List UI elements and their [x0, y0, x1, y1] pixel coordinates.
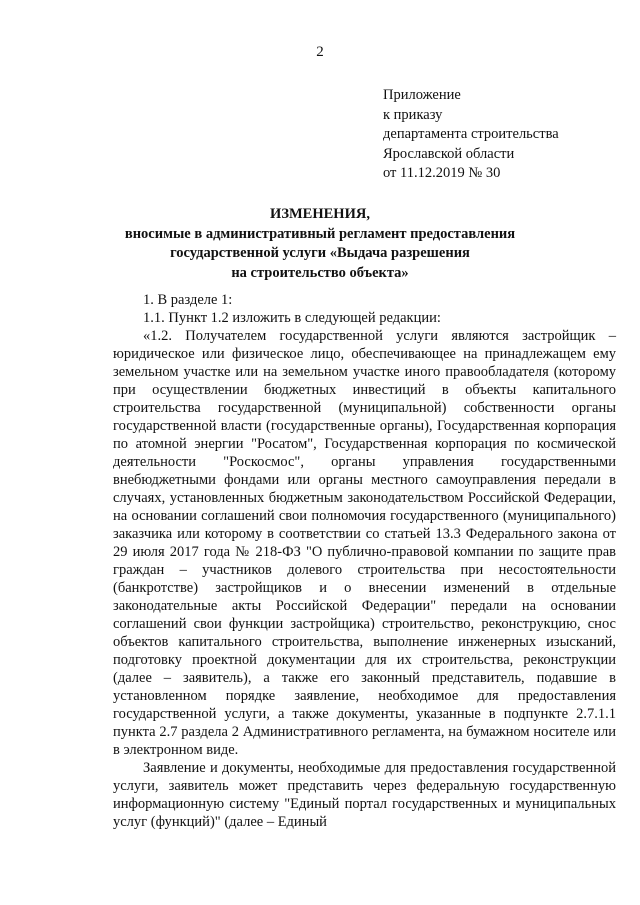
document-body: [113, 291, 616, 831]
paragraph: 1.1. Пункт 1.2 изложить в следующей редакции:: [143, 310, 441, 326]
appendix-line: департамента строительства: [383, 126, 559, 142]
appendix-line: к приказу: [383, 106, 443, 123]
appendix-line: Приложение: [383, 87, 461, 103]
document-title: [0, 205, 640, 283]
page-number: 2: [316, 44, 324, 60]
title-line: ИЗМЕНЕНИЯ,: [270, 206, 370, 222]
appendix-block: [383, 86, 559, 184]
title-line: вносимые в административный регламент предоставления: [124, 225, 516, 242]
title-line: на строительство объекта»: [231, 264, 409, 281]
paragraph: Заявление и документы, необходимые для предоставления государственной услуги, заявитель может представить через федеральную государственную информационную систему "Единый портал государственных и муниципальных услуг (функций)" (далее – Единый: [113, 760, 616, 830]
appendix-line: от 11.12.2019 № 30: [383, 165, 501, 181]
title-line: государственной услуги «Выдача разрешения: [170, 245, 470, 261]
paragraph: «1.2. Получателем государственной услуги являются застройщик – юридическое или физическое лицо, обеспечивающее на принадлежащем ему земельном участке или на земельном участке иного правообладателя (которому при осуществлении бюджетных инвестиций в объекты капитального строительства государственной (муниципальной) собственности органы государственной власти (государственные органы), Государственная корпорация по атомной энергии "Росатом", Государственная корпорация по космической деятельности "Роскосмос", органы управления государственными внебюджетными фондами или органы местного самоуправления передали в случаях, установленных бюджетным законодательством Российской Федерации, на основании соглашений свои полномочия государственного (муниципального) заказчика или которому в соответствии со статьей 13.3 Федерального закона от 29 июля 2017 года № 218-ФЗ "О публично-правовой компании по защите прав граждан – участников долевого строительства при несостоятельности (банкротстве) застройщиков и о внесении изменений в отдельные законодательные акты Российской Федерации" передали на основании соглашений свои функции застройщика) строительство, реконструкцию, снос объектов капитального строительства, выполнение инженерных изысканий, подготовку проектной документации для их строительства, реконструкции (далее – заявитель), а также его законный представитель, подавшие в установленном порядке заявление, необходимое для предоставления государственной услуги, а также документы, указанные в подпункте 2.7.1.1 пункта 2.7 раздела 2 Административного регламента, на бумажном носителе или в электронном виде.: [113, 328, 616, 758]
paragraph: 1. В разделе 1:: [143, 292, 233, 308]
appendix-line: Ярославской области: [383, 145, 515, 162]
